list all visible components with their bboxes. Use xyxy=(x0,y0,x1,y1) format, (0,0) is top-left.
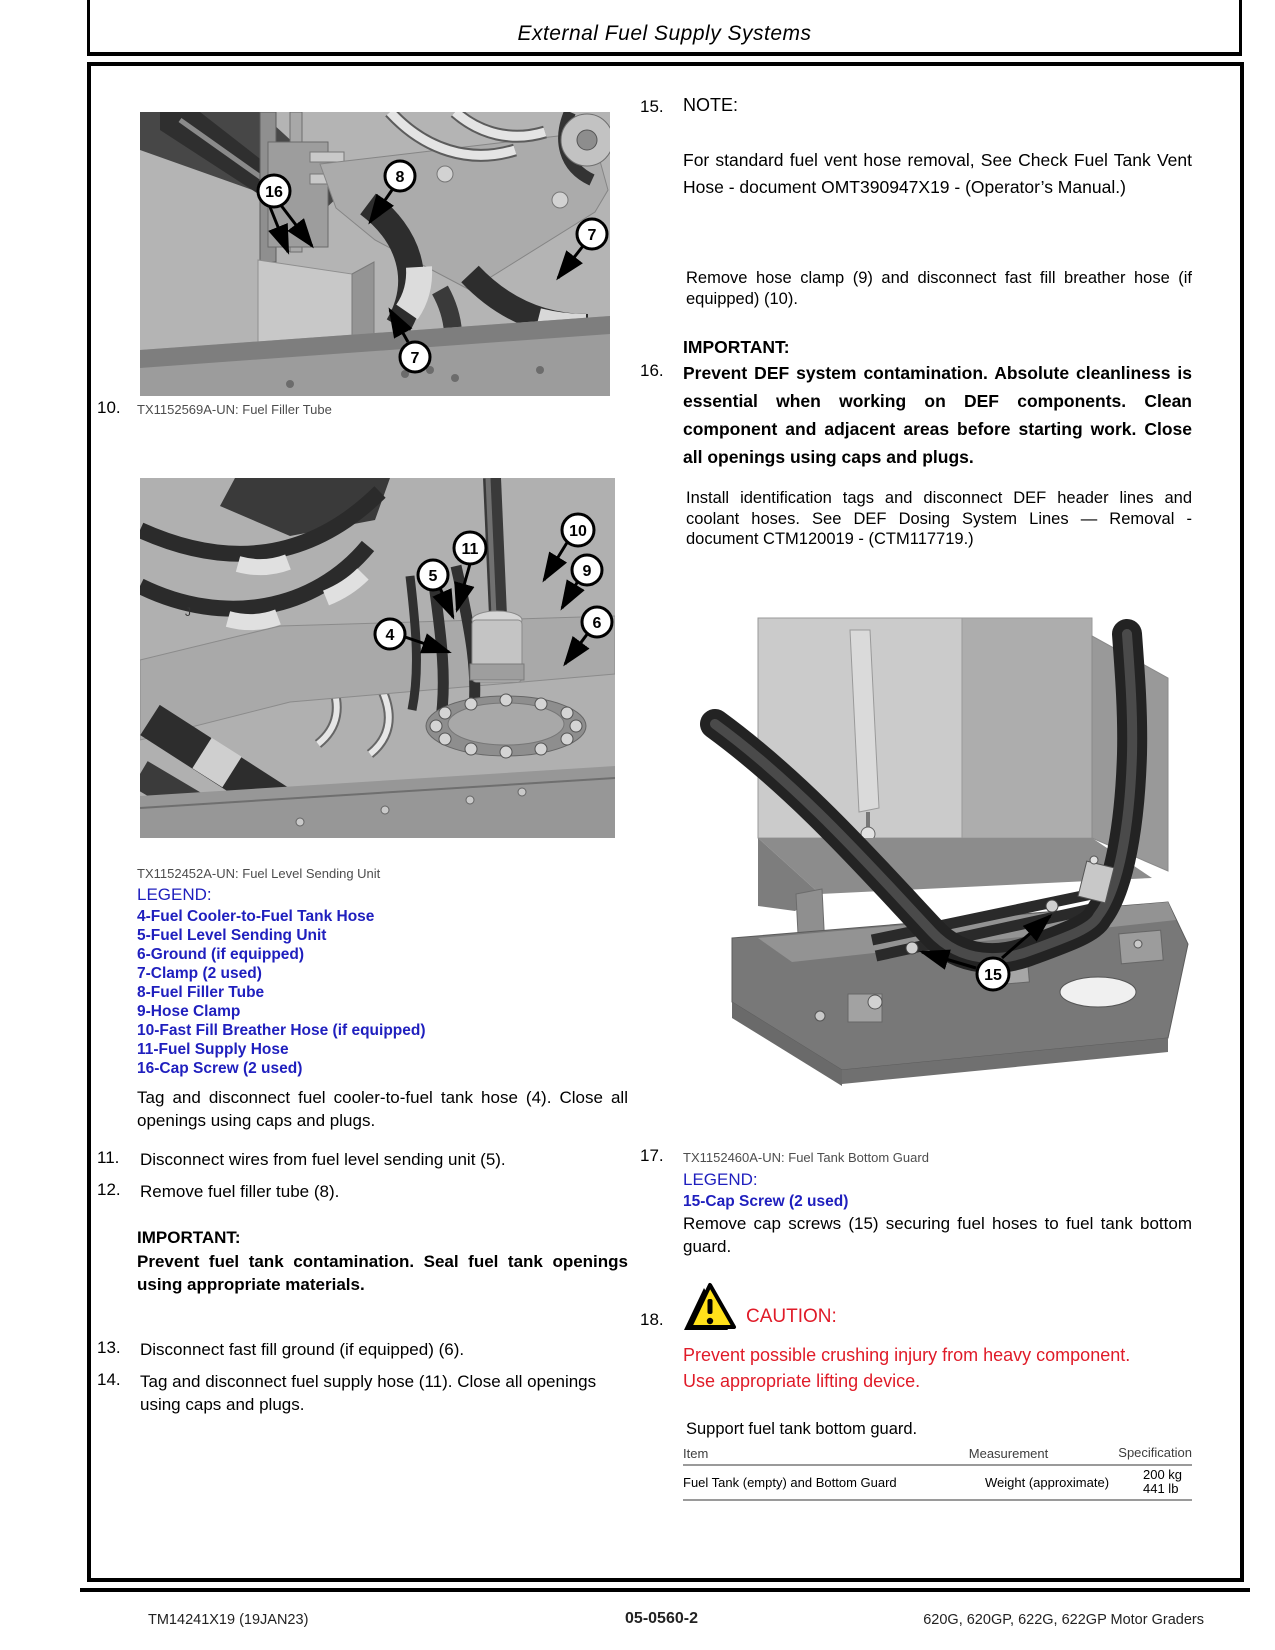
specification-table xyxy=(683,1446,1192,1501)
legend-item: 4-Fuel Cooler-to-Fuel Tank Hose xyxy=(137,908,375,925)
callout-6 xyxy=(582,607,612,637)
spec-value-metric: 200 kg xyxy=(1143,1467,1183,1482)
step14-text: Tag and disconnect fuel supply hose (11). Close all openings using caps and plugs. xyxy=(140,1372,597,1414)
callout-9 xyxy=(572,555,602,585)
callout-5 xyxy=(418,560,448,590)
figure1-caption: TX1152569A-UN: Fuel Filler Tube xyxy=(137,402,332,417)
step12-number: 12. xyxy=(97,1180,121,1199)
callout-11 xyxy=(454,532,486,564)
figure3-step-number: 17. xyxy=(640,1146,664,1165)
svg-text:9: 9 xyxy=(582,563,592,580)
step18-support-text: Support fuel tank bottom guard. xyxy=(686,1420,918,1438)
legend-item: 10-Fast Fill Breather Hose (if equipped) xyxy=(137,1022,426,1039)
callout-10 xyxy=(562,514,594,546)
callout-7-bottom xyxy=(400,342,430,372)
step11-number: 11. xyxy=(97,1148,120,1167)
legend-item: 16-Cap Screw (2 used) xyxy=(137,1060,303,1077)
important-label-left: IMPORTANT: xyxy=(137,1228,241,1247)
spec-cell-measurement: Weight (approximate) xyxy=(985,1474,1110,1490)
figure-fuel-level-sending-unit xyxy=(140,478,615,838)
legend-item: 6-Ground (if equipped) xyxy=(137,946,305,963)
figure2-legend-list xyxy=(137,907,426,1078)
svg-text:10: 10 xyxy=(569,523,587,540)
figure3-legend-title: LEGEND: xyxy=(683,1170,758,1189)
legend-item: 9-Hose Clamp xyxy=(137,1003,241,1020)
warning-triangle-icon xyxy=(683,1282,737,1332)
step11-text: Disconnect wires from fuel level sending unit (5). xyxy=(140,1150,506,1169)
figure-fuel-filler-tube xyxy=(140,112,610,396)
spec-value-imperial: 441 lb xyxy=(1143,1481,1179,1496)
figure2-caption: TX1152452A-UN: Fuel Level Sending Unit xyxy=(137,866,381,881)
callout-8 xyxy=(385,161,415,191)
footer-model-list: 620G, 620GP, 622G, 622GP Motor Graders xyxy=(923,1612,1204,1628)
spec-header-item: Item xyxy=(683,1446,709,1461)
important-body-right: Prevent DEF system contamination. Absolute cleanliness is essential when working on DEF components. Clean component and adjacent areas before starting work. Close all openings using caps and plugs. xyxy=(683,363,1192,467)
figure1-step-number: 10. xyxy=(97,398,121,417)
step12-text: Remove fuel filler tube (8). xyxy=(140,1182,340,1201)
legend-item: 11-Fuel Supply Hose xyxy=(137,1041,289,1058)
svg-text:11: 11 xyxy=(461,541,479,558)
legend-item: 15-Cap Screw (2 used) xyxy=(683,1193,849,1210)
svg-text:J: J xyxy=(185,605,191,619)
callout-16 xyxy=(258,175,290,207)
page-title: External Fuel Supply Systems xyxy=(517,22,812,45)
spec-header-specification: Specification xyxy=(1118,1445,1192,1460)
step15-number: 15. xyxy=(640,97,664,116)
note-body: For standard fuel vent hose removal, See Check Fuel Tank Vent Hose - document OMT390947X19 - (Operator’s Manual.) xyxy=(683,150,1192,197)
header-box xyxy=(87,0,1242,56)
caution-warning-text xyxy=(683,1342,1203,1394)
step10-body: Tag and disconnect fuel cooler-to-fuel tank hose (4). Close all openings using caps and plugs. xyxy=(137,1088,628,1130)
callout-7-right xyxy=(577,219,607,249)
legend-item: 7-Clamp (2 used) xyxy=(137,965,262,982)
caution-line: Prevent possible crushing injury from heavy component. xyxy=(683,1345,1131,1365)
important-label-right: IMPORTANT: xyxy=(683,337,790,357)
svg-text:7: 7 xyxy=(410,350,420,367)
step13-number: 13. xyxy=(97,1338,121,1357)
footer-rule xyxy=(80,1588,1250,1592)
step15-body2: Remove hose clamp (9) and disconnect fast fill breather hose (if equipped) (10). xyxy=(686,269,1192,308)
spec-header-measurement: Measurement xyxy=(968,1446,1049,1461)
important-body-left: Prevent fuel tank contamination. Seal fuel tank openings using appropriate materials. xyxy=(137,1252,628,1294)
footer-document-id: TM14241X19 (19JAN23) xyxy=(148,1612,309,1628)
svg-text:4: 4 xyxy=(385,627,395,644)
figure3-caption: TX1152460A-UN: Fuel Tank Bottom Guard xyxy=(683,1150,929,1165)
step18-number: 18. xyxy=(640,1310,664,1329)
step14-number: 14. xyxy=(97,1370,121,1389)
svg-text:16: 16 xyxy=(265,184,283,201)
step13-text: Disconnect fast fill ground (if equipped) (6). xyxy=(140,1340,465,1359)
svg-text:6: 6 xyxy=(592,615,602,632)
spec-table-header xyxy=(683,1446,1192,1466)
figure-fuel-tank-bottom-guard xyxy=(700,606,1190,1100)
step16-number: 16. xyxy=(640,361,664,380)
note-label: NOTE: xyxy=(683,95,739,115)
svg-text:7: 7 xyxy=(587,227,597,244)
spec-table-row xyxy=(683,1466,1192,1501)
caution-line: Use appropriate lifting device. xyxy=(683,1371,921,1391)
callout-15 xyxy=(977,958,1009,990)
spec-cell-item: Fuel Tank (empty) and Bottom Guard xyxy=(683,1474,897,1490)
caution-label: CAUTION: xyxy=(746,1306,837,1327)
svg-text:5: 5 xyxy=(428,568,438,585)
footer-page-number: 05-0560-2 xyxy=(625,1610,698,1627)
spec-cell-specification xyxy=(1143,1468,1192,1496)
svg-text:15: 15 xyxy=(984,967,1002,984)
step17-body: Remove cap screws (15) securing fuel hoses to fuel tank bottom guard. xyxy=(683,1214,1192,1256)
callout-4 xyxy=(375,619,405,649)
legend-item: 5-Fuel Level Sending Unit xyxy=(137,927,327,944)
figure2-legend-title: LEGEND: xyxy=(137,885,212,904)
svg-text:8: 8 xyxy=(395,169,405,186)
legend-item: 8-Fuel Filler Tube xyxy=(137,984,265,1001)
step16-body2: Install identification tags and disconnect DEF header lines and coolant hoses. See DEF Dosing System Lines — Removal - document CTM120019 - (CTM117719.) xyxy=(686,489,1192,548)
